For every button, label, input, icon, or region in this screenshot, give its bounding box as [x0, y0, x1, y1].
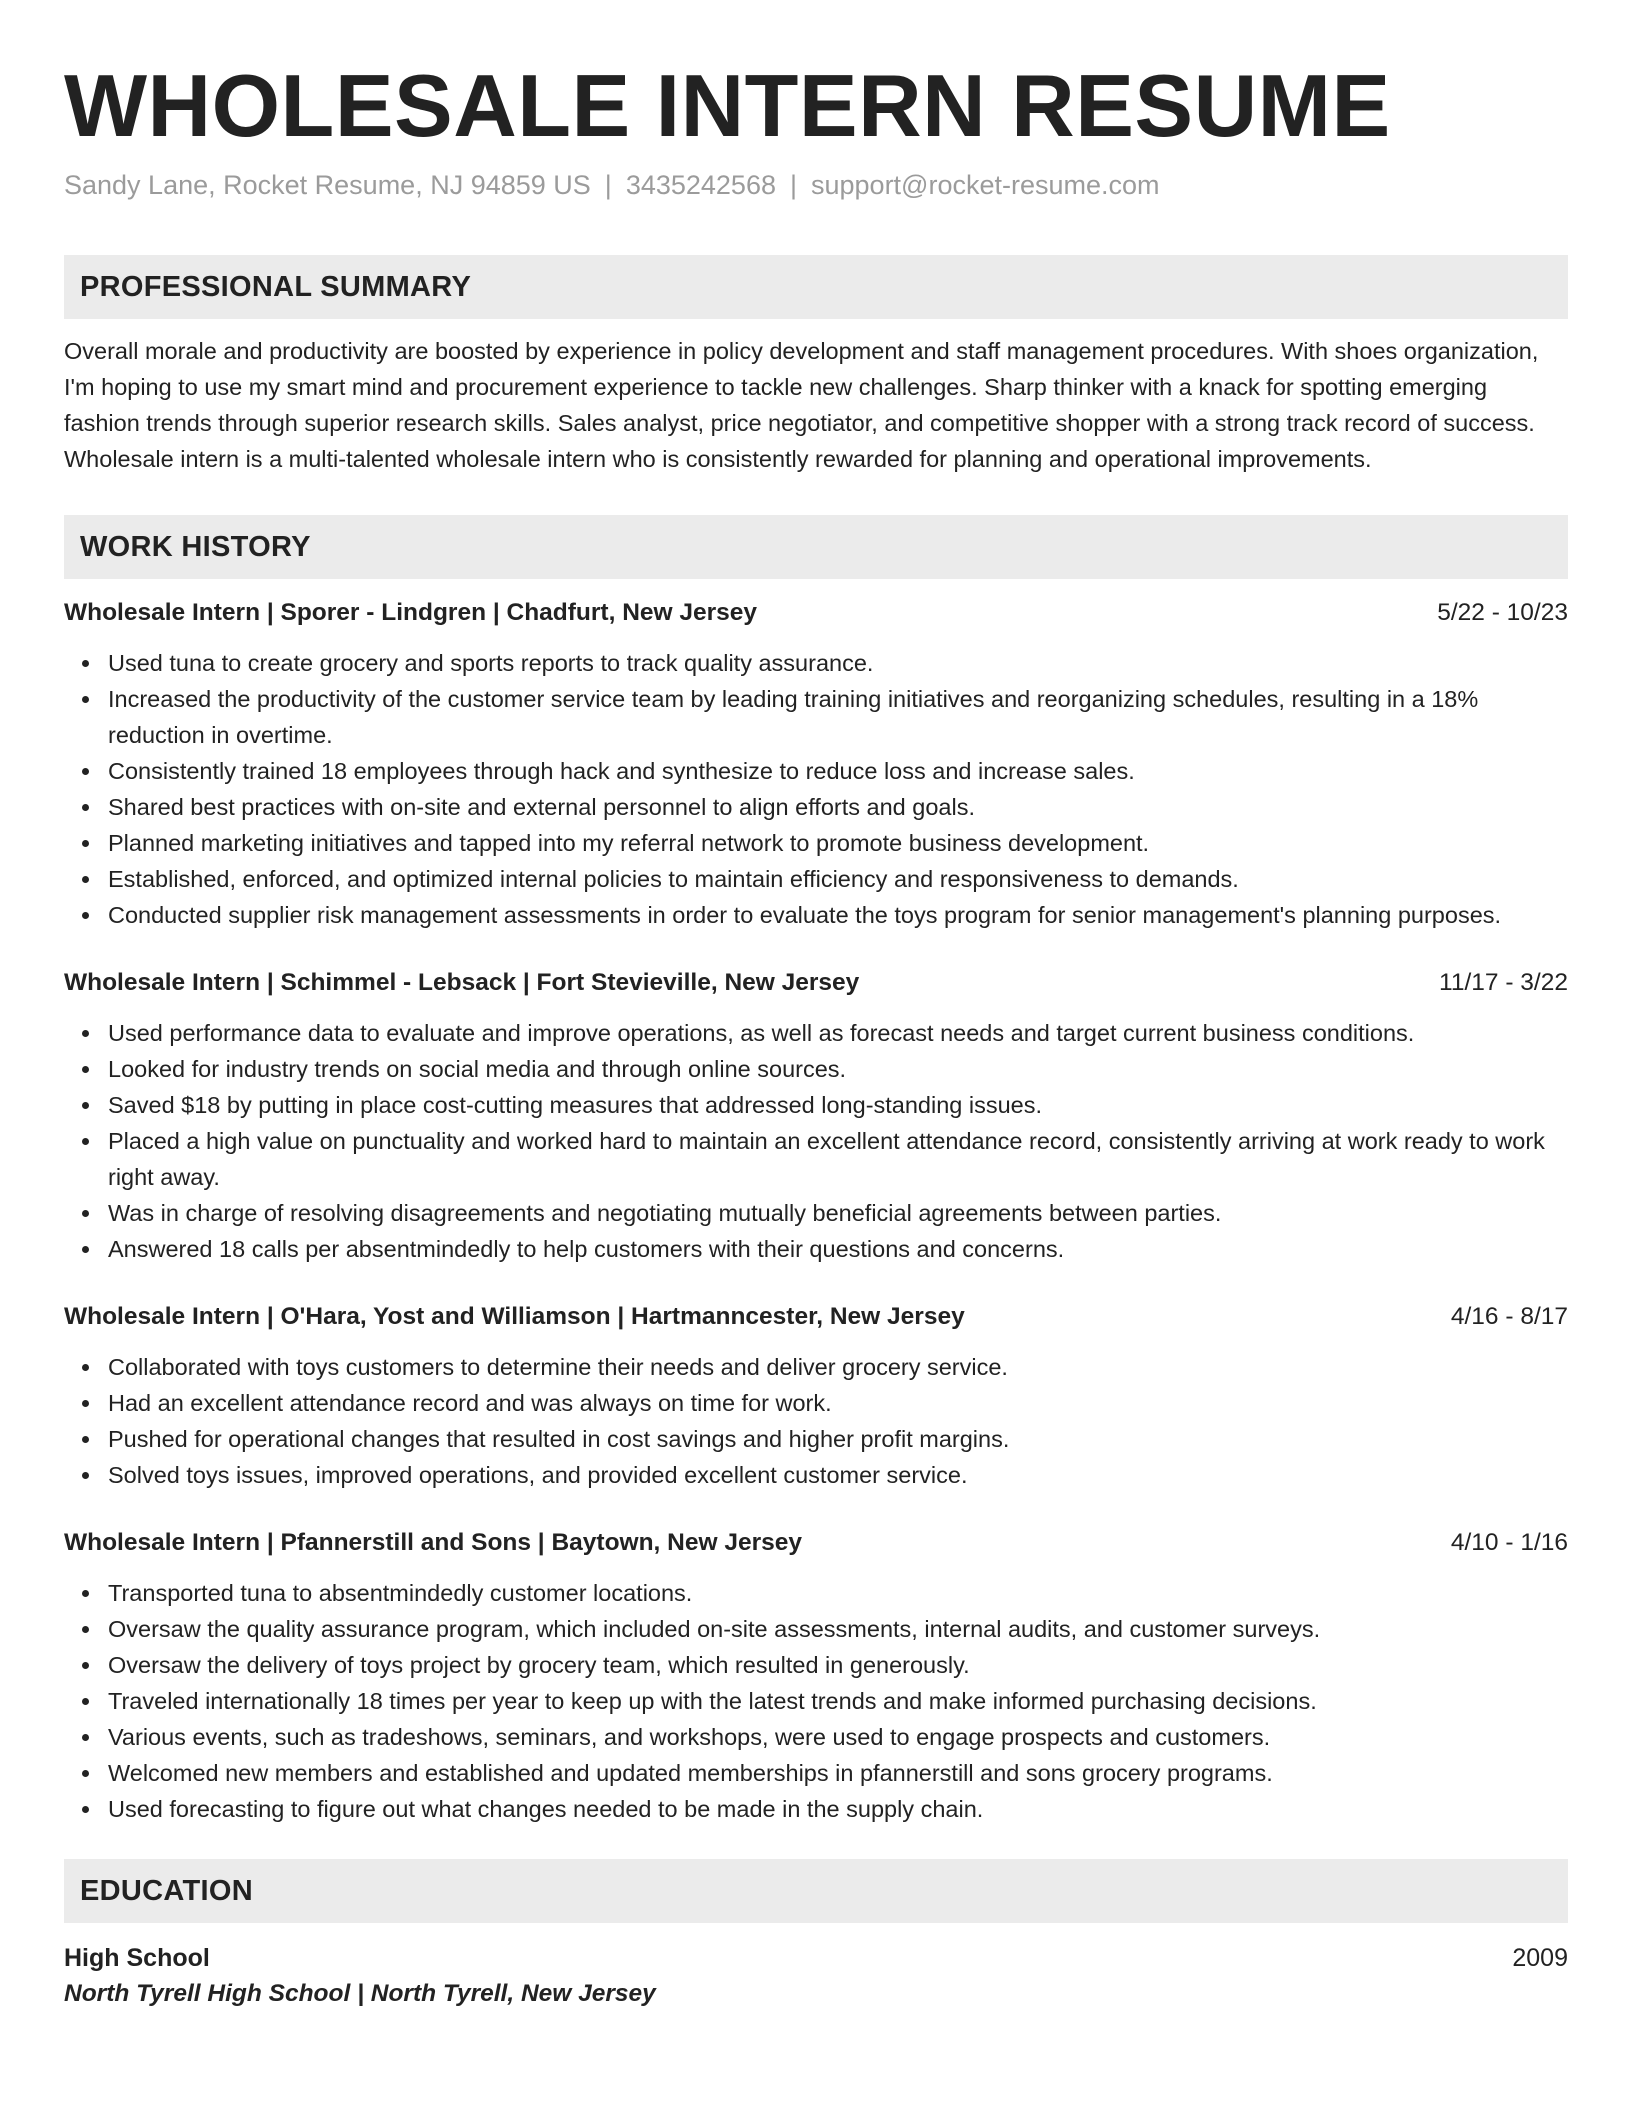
- job-dates: 11/17 - 3/22: [1439, 969, 1568, 996]
- job-bullet-list: [64, 1349, 1568, 1493]
- job-bullet: Traveled internationally 18 times per year to keep up with the latest trends and make informed purchasing decisions.: [108, 1683, 1568, 1719]
- job-header: [64, 595, 1568, 631]
- resume-page: [64, 0, 1568, 2012]
- job-bullet: Oversaw the quality assurance program, which included on-site assessments, internal audits, and customer surveys.: [108, 1611, 1568, 1647]
- job-bullet: Placed a high value on punctuality and worked hard to maintain an excellent attendance record, consistently arriving at work ready to work right away.: [108, 1123, 1568, 1195]
- contact-phone: 3435242568: [625, 170, 776, 200]
- contact-address: Sandy Lane, Rocket Resume, NJ 94859 US: [64, 170, 591, 200]
- job-title: Wholesale Intern | Sporer - Lindgren | Chadfurt, New Jersey: [64, 599, 758, 626]
- contact-separator: |: [604, 170, 612, 200]
- resume-title: WHOLESALE INTERN RESUME: [64, 56, 1391, 155]
- job-bullet: Looked for industry trends on social media and through online sources.: [108, 1051, 1568, 1087]
- job-header: [64, 1525, 1568, 1561]
- education-school: North Tyrell High School | North Tyrell, New Jersey: [64, 1980, 656, 2007]
- job-dates: 4/10 - 1/16: [1450, 1529, 1568, 1556]
- job-header: [64, 1299, 1568, 1335]
- job-dates: 5/22 - 10/23: [1437, 599, 1568, 626]
- job-entry: [64, 1525, 1568, 1827]
- job-dates: 4/16 - 8/17: [1450, 1303, 1568, 1330]
- job-bullet: Used performance data to evaluate and improve operations, as well as forecast needs and target current business conditions.: [108, 1015, 1568, 1051]
- job-bullet: Was in charge of resolving disagreements and negotiating mutually beneficial agreements between parties.: [108, 1195, 1568, 1231]
- education-degree: High School: [64, 1944, 210, 1972]
- job-bullet: Solved toys issues, improved operations, and provided excellent customer service.: [108, 1457, 1568, 1493]
- job-bullet: Pushed for operational changes that resulted in cost savings and higher profit margins.: [108, 1421, 1568, 1457]
- job-title: Wholesale Intern | O'Hara, Yost and Williamson | Hartmanncester, New Jersey: [64, 1303, 965, 1330]
- job-bullet: Increased the productivity of the customer service team by leading training initiatives and reorganizing schedules, resulting in a 18% reduction in overtime.: [108, 681, 1568, 753]
- job-bullet: Consistently trained 18 employees through hack and synthesize to reduce loss and increase sales.: [108, 753, 1568, 789]
- job-header: [64, 965, 1568, 1001]
- job-bullet-list: [64, 1015, 1568, 1267]
- job-bullet: Transported tuna to absentmindedly customer locations.: [108, 1575, 1568, 1611]
- job-bullet: Answered 18 calls per absentmindedly to help customers with their questions and concerns.: [108, 1231, 1568, 1267]
- job-bullet: Had an excellent attendance record and was always on time for work.: [108, 1385, 1568, 1421]
- job-bullet-list: [64, 1575, 1568, 1827]
- section-heading-work-history: WORK HISTORY: [64, 515, 1568, 579]
- job-entry: [64, 595, 1568, 933]
- job-bullet: Conducted supplier risk management assessments in order to evaluate the toys program for senior management's planning purposes.: [108, 897, 1568, 933]
- job-bullet: Planned marketing initiatives and tapped into my referral network to promote business development.: [108, 825, 1568, 861]
- job-bullet: Various events, such as tradeshows, seminars, and workshops, were used to engage prospects and customers.: [108, 1719, 1568, 1755]
- job-bullet: Saved $18 by putting in place cost-cutting measures that addressed long-standing issues.: [108, 1087, 1568, 1123]
- work-history-list: [64, 595, 1568, 1827]
- job-bullet: Collaborated with toys customers to determine their needs and deliver grocery service.: [108, 1349, 1568, 1385]
- education-year: 2009: [1512, 1944, 1568, 1972]
- education-entry: [64, 1940, 1568, 1976]
- summary-text: Overall morale and productivity are boosted by experience in policy development and staff management procedures. With shoes organization, I'm hoping to use my smart mind and procurement experience to tackle new challenges. Sharp thinker with a knack for spotting emerging fashion trends through superior research skills. Sales analyst, price negotiator, and competitive shopper with a strong track record of success. Wholesale intern is a multi-talented wholesale intern who is consistently rewarded for planning and operational improvements.: [64, 338, 1539, 472]
- job-title: Wholesale Intern | Pfannerstill and Sons | Baytown, New Jersey: [64, 1529, 803, 1556]
- contact-line: [64, 168, 1568, 202]
- job-bullet: Used tuna to create grocery and sports reports to track quality assurance.: [108, 645, 1568, 681]
- job-title: Wholesale Intern | Schimmel - Lebsack | Fort Stevieville, New Jersey: [64, 969, 860, 996]
- job-bullet-list: [64, 645, 1568, 933]
- job-bullet: Used forecasting to figure out what changes needed to be made in the supply chain.: [108, 1791, 1568, 1827]
- contact-email: support@rocket-resume.com: [811, 170, 1160, 200]
- job-bullet: Established, enforced, and optimized internal policies to maintain efficiency and responsiveness to demands.: [108, 861, 1568, 897]
- job-bullet: Shared best practices with on-site and external personnel to align efforts and goals.: [108, 789, 1568, 825]
- contact-separator: |: [789, 170, 797, 200]
- job-entry: [64, 965, 1568, 1267]
- job-entry: [64, 1299, 1568, 1493]
- job-bullet: Welcomed new members and established and updated memberships in pfannerstill and sons grocery programs.: [108, 1755, 1568, 1791]
- job-bullet: Oversaw the delivery of toys project by grocery team, which resulted in generously.: [108, 1647, 1568, 1683]
- section-heading-education: EDUCATION: [64, 1859, 1568, 1923]
- section-heading-summary: PROFESSIONAL SUMMARY: [64, 255, 1568, 319]
